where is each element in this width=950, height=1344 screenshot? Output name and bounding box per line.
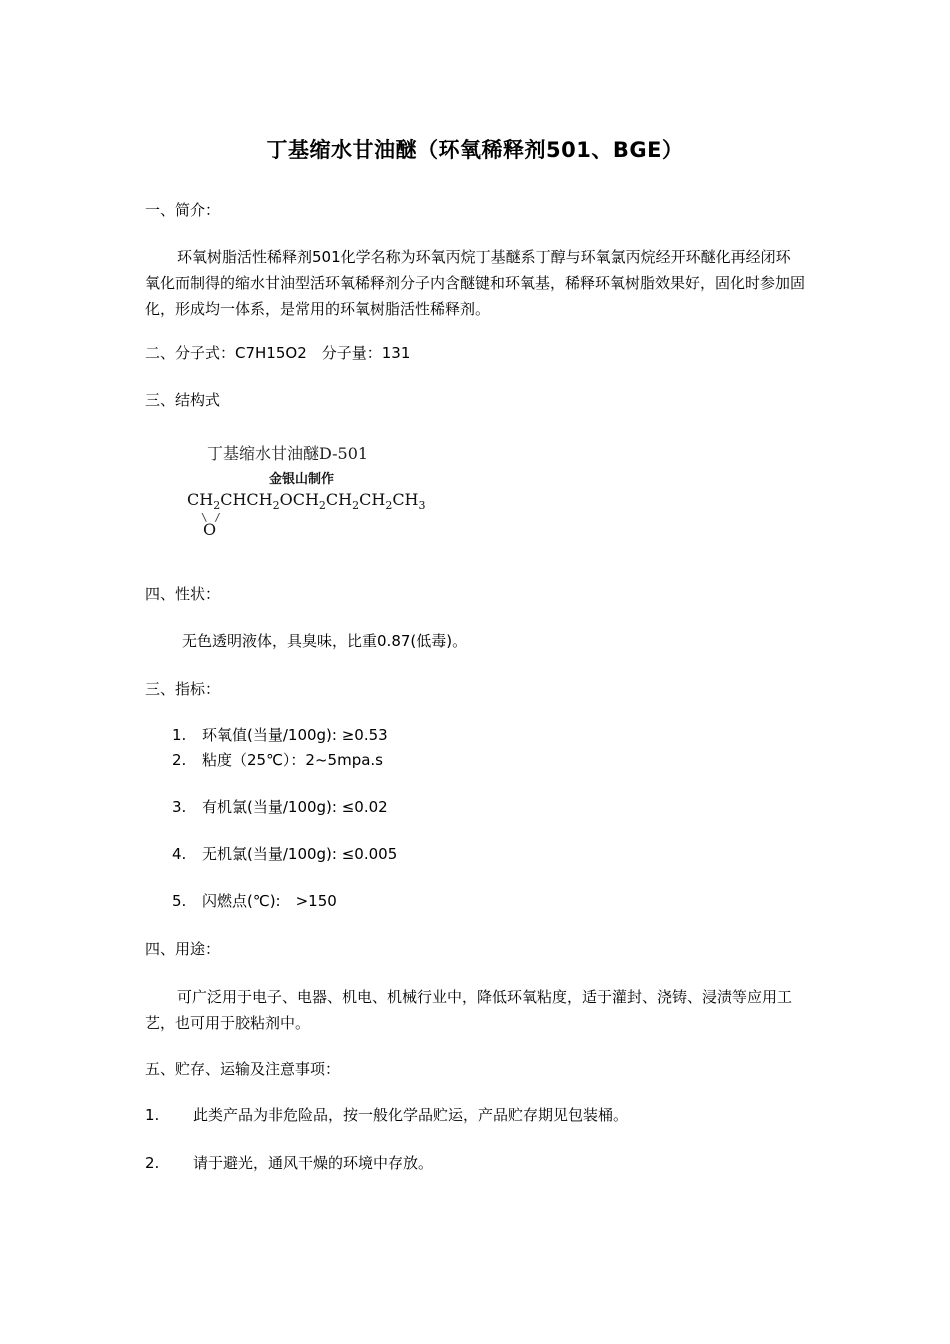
spec-item: 1. 环氧值(当量/100g): ≥0.53	[172, 726, 388, 744]
structure-maker: 金银山制作	[269, 472, 335, 487]
specs-heading: 三、指标：	[145, 680, 221, 698]
properties-heading: 四、性状：	[145, 585, 221, 603]
spec-item: 3. 有机氯(当量/100g): ≤0.02	[172, 798, 388, 816]
epoxide-oxygen: O	[203, 520, 217, 539]
usage-heading: 四、用途：	[145, 940, 221, 958]
spec-item: 4. 无机氯(当量/100g): ≤0.005	[172, 845, 398, 863]
epoxide-bond: \ /	[201, 511, 221, 524]
storage-item: 2. 请于避光，通风干燥的环境中存放。	[145, 1154, 434, 1172]
spec-item: 2. 粘度（25℃）：2~5mpa.s	[172, 751, 383, 769]
structure-image	[185, 438, 445, 548]
spec-item: 5. 闪燃点(℃): >150	[172, 892, 337, 910]
properties-text: 无色透明液体，具臭味，比重0.87(低毒)。	[182, 632, 468, 650]
formula-line: 二、分子式：C7H15O2 分子量：131	[145, 344, 411, 362]
structure-name: 丁基缩水甘油醚D-501	[207, 444, 369, 463]
document-title: 丁基缩水甘油醚（环氧稀释剂501、BGE）	[266, 138, 684, 162]
intro-heading: 一、简介：	[145, 201, 221, 219]
storage-heading: 五、贮存、运输及注意事项：	[145, 1060, 341, 1078]
intro-paragraph: 环氧树脂活性稀释剂501化学名称为环氧丙烷丁基醚系丁醇与环氧氯丙烷经开环醚化再经闭环氧化而制得的缩水甘油型活环氧稀释剂分子内含醚键和环氧基，稀释环氧树脂效果好，固化时参加固化，形成均一体系，是常用的环氧树脂活性稀释剂。	[145, 248, 806, 318]
structure-heading: 三、结构式	[145, 391, 221, 409]
storage-item: 1. 此类产品为非危险品，按一般化学品贮运，产品贮存期见包装桶。	[145, 1106, 629, 1124]
structural-formula: $CH_2CHCH_2OCH_2CH_2CH_2CH_3$	[187, 490, 426, 513]
usage-paragraph: 可广泛用于电子、电器、机电、机械行业中，降低环氧粘度，适于灌封、浇铸、浸渍等应用工艺，也可用于胶粘剂中。	[145, 988, 793, 1032]
